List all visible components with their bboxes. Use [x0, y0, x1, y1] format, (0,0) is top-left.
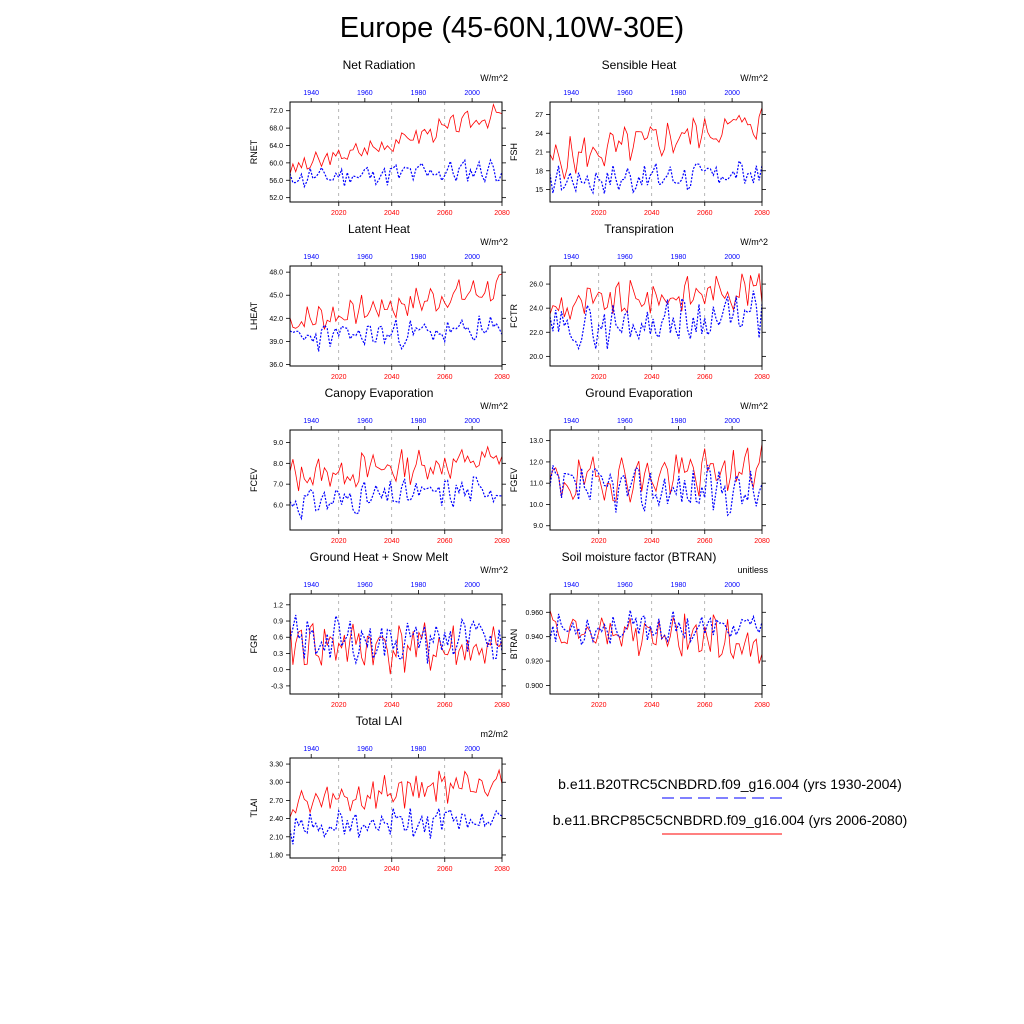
y-tick-label: 18	[535, 168, 543, 176]
panel-units: m2/m2	[480, 729, 508, 739]
panel-plot	[504, 58, 774, 223]
series-line-rcp85	[290, 447, 502, 491]
panel-title: Total LAI	[355, 714, 403, 728]
x-tick-label-bottom: 2080	[754, 374, 770, 381]
x-tick-label-top: 2000	[464, 254, 480, 261]
x-tick-label-top: 1940	[563, 90, 579, 97]
plot-frame	[550, 266, 762, 366]
y-tick-label: 2.10	[269, 834, 283, 842]
x-tick-label-bottom: 2060	[436, 374, 453, 381]
panel-title: Sensible Heat	[601, 58, 677, 72]
panel-plot	[244, 550, 514, 715]
y-tick-label: 9.0	[533, 523, 543, 531]
x-tick-label-bottom: 2080	[754, 210, 770, 217]
plot-frame	[290, 594, 502, 694]
x-tick-label-top: 1940	[303, 582, 319, 589]
y-axis-label: BTRAN	[509, 628, 519, 660]
y-tick-label: 2.70	[269, 797, 283, 805]
y-tick-label: 48.0	[269, 269, 283, 277]
series-line-rcp85	[550, 108, 762, 180]
x-tick-label-top: 2000	[464, 90, 480, 97]
x-tick-label-bottom: 2080	[494, 702, 510, 709]
y-tick-label: -0.3	[270, 683, 283, 691]
x-tick-label-bottom: 2040	[383, 374, 400, 381]
y-tick-label: 56.0	[269, 177, 283, 185]
x-tick-label-bottom: 2060	[436, 702, 453, 709]
x-tick-label-top: 1980	[410, 90, 427, 97]
panel-plot	[504, 550, 774, 715]
x-tick-label-top: 2000	[724, 582, 740, 589]
legend	[540, 776, 920, 846]
panel-plot	[244, 386, 514, 551]
x-tick-label-bottom: 2040	[643, 702, 660, 709]
x-tick-label-top: 2000	[464, 582, 480, 589]
chart-panel-fgr	[244, 550, 514, 710]
x-tick-label-bottom: 2080	[754, 702, 770, 709]
x-tick-label-bottom: 2040	[383, 702, 400, 709]
chart-panel-fgev	[504, 386, 774, 546]
panel-units: W/m^2	[480, 401, 508, 411]
x-tick-label-bottom: 2020	[330, 538, 347, 545]
y-tick-label: 36.0	[269, 361, 283, 369]
legend-line-historical	[540, 793, 920, 805]
y-tick-label: 24.0	[529, 305, 543, 313]
y-tick-label: 7.0	[273, 481, 283, 489]
y-axis-label: FCTR	[509, 304, 519, 328]
x-tick-label-top: 1980	[670, 582, 687, 589]
x-tick-label-top: 1960	[617, 582, 633, 589]
chart-panel-btran	[504, 550, 774, 710]
x-tick-label-top: 1960	[357, 254, 373, 261]
y-tick-label: 9.0	[273, 440, 283, 447]
y-tick-label: 1.80	[269, 852, 283, 860]
x-tick-label-bottom: 2080	[494, 210, 510, 217]
y-tick-label: 27	[535, 112, 543, 119]
x-tick-label-top: 1940	[303, 746, 319, 753]
legend-label-historical: b.e11.B20TRC5CNBDRD.f09_g16.004 (yrs 1930-2004)	[558, 776, 902, 792]
y-tick-label: 21	[535, 149, 543, 157]
y-tick-label: 0.920	[525, 658, 543, 666]
y-tick-label: 0.900	[525, 682, 543, 690]
panel-title: Ground Evaporation	[585, 386, 693, 400]
series-line-historical	[290, 316, 502, 352]
x-tick-label-top: 1940	[563, 582, 579, 589]
x-tick-label-bottom: 2060	[436, 866, 453, 873]
y-tick-label: 60.0	[269, 160, 283, 168]
x-tick-label-bottom: 2020	[590, 702, 607, 709]
panel-title: Ground Heat + Snow Melt	[309, 550, 449, 564]
y-tick-label: 12.0	[529, 459, 543, 467]
x-tick-label-bottom: 2080	[754, 538, 770, 545]
series-line-historical	[550, 610, 762, 644]
panel-plot	[244, 714, 514, 879]
x-tick-label-bottom: 2060	[436, 210, 453, 217]
x-tick-label-top: 2000	[724, 90, 740, 97]
x-tick-label-bottom: 2060	[696, 538, 713, 545]
plot-frame	[290, 102, 502, 202]
x-tick-label-bottom: 2080	[494, 866, 510, 873]
figure-title: Europe (45-60N,10W-30E)	[339, 12, 685, 44]
y-tick-label: 72.0	[269, 108, 283, 116]
y-tick-label: 22.0	[529, 329, 543, 337]
x-tick-label-bottom: 2080	[494, 538, 510, 545]
y-axis-label: FCEV	[249, 467, 259, 493]
x-tick-label-top: 1940	[563, 254, 579, 261]
y-axis-label: LHEAT	[249, 301, 259, 331]
series-line-historical	[290, 477, 502, 518]
y-axis-label: FGEV	[509, 467, 519, 493]
panel-units: W/m^2	[740, 73, 768, 83]
y-tick-label: 13.0	[529, 438, 543, 446]
x-tick-label-bottom: 2040	[383, 210, 400, 217]
panel-plot	[504, 222, 774, 387]
series-line-historical	[290, 160, 502, 187]
series-line-rcp85	[550, 273, 762, 319]
x-tick-label-top: 2000	[724, 418, 740, 425]
x-tick-label-top: 1980	[410, 254, 427, 261]
x-tick-label-top: 1960	[617, 90, 633, 97]
y-tick-label: 45.0	[269, 292, 283, 300]
chart-panel-lheat	[244, 222, 514, 382]
legend-line-rcp85	[540, 829, 920, 841]
y-tick-label: 8.0	[273, 460, 283, 468]
x-tick-label-top: 1960	[357, 582, 373, 589]
y-tick-label: 2.40	[269, 816, 283, 824]
x-tick-label-top: 2000	[464, 418, 480, 425]
panel-units: W/m^2	[480, 565, 508, 575]
x-tick-label-top: 1980	[670, 418, 687, 425]
x-tick-label-top: 1980	[410, 418, 427, 425]
chart-panel-fcev	[244, 386, 514, 546]
y-tick-label: 1.2	[273, 602, 283, 610]
panel-title: Soil moisture factor (BTRAN)	[561, 550, 717, 564]
x-tick-label-bottom: 2020	[330, 210, 347, 217]
y-tick-label: 68.0	[269, 125, 283, 133]
x-tick-label-bottom: 2020	[330, 374, 347, 381]
x-tick-label-bottom: 2020	[590, 538, 607, 545]
x-tick-label-bottom: 2040	[643, 374, 660, 381]
panel-units: W/m^2	[740, 237, 768, 247]
y-tick-label: 6.0	[273, 502, 283, 510]
x-tick-label-bottom: 2040	[383, 866, 400, 873]
panel-units: unitless	[737, 565, 768, 575]
chart-panel-fsh	[504, 58, 774, 218]
panel-plot	[244, 222, 514, 387]
y-axis-label: RNET	[249, 139, 259, 165]
x-tick-label-bottom: 2060	[436, 538, 453, 545]
panel-title: Net Radiation	[342, 58, 416, 72]
x-tick-label-top: 2000	[724, 254, 740, 261]
panel-units: W/m^2	[480, 73, 508, 83]
y-tick-label: 0.6	[273, 634, 283, 642]
y-tick-label: 0.940	[525, 634, 543, 642]
x-tick-label-bottom: 2080	[494, 374, 510, 381]
y-tick-label: 39.0	[269, 338, 283, 346]
y-tick-label: 64.0	[269, 142, 283, 150]
series-line-historical	[290, 808, 502, 844]
series-line-historical	[550, 161, 762, 194]
y-axis-label: TLAI	[249, 798, 259, 818]
y-tick-label: 0.960	[525, 609, 543, 617]
x-tick-label-top: 1960	[617, 254, 633, 261]
panel-title: Canopy Evaporation	[324, 386, 434, 400]
y-tick-label: 24	[535, 130, 543, 138]
x-tick-label-top: 1940	[303, 90, 319, 97]
panel-plot	[504, 386, 774, 551]
x-tick-label-bottom: 2020	[330, 866, 347, 873]
y-tick-label: 3.30	[269, 761, 283, 769]
series-line-rcp85	[550, 610, 762, 663]
y-tick-label: 11.0	[529, 480, 543, 488]
y-tick-label: 0.9	[273, 618, 283, 626]
plot-frame	[290, 758, 502, 858]
x-tick-label-top: 1980	[410, 582, 427, 589]
x-tick-label-bottom: 2060	[696, 374, 713, 381]
series-line-rcp85	[290, 105, 502, 174]
x-tick-label-top: 1980	[670, 90, 687, 97]
chart-panel-fctr	[504, 222, 774, 382]
panel-units: W/m^2	[480, 237, 508, 247]
chart-panel-tlai	[244, 714, 514, 874]
y-tick-label: 20.0	[529, 353, 543, 361]
x-tick-label-top: 1960	[617, 418, 633, 425]
x-tick-label-bottom: 2040	[643, 210, 660, 217]
x-tick-label-bottom: 2020	[590, 210, 607, 217]
x-tick-label-bottom: 2060	[696, 702, 713, 709]
x-tick-label-top: 1940	[303, 418, 319, 425]
x-tick-label-top: 1980	[670, 254, 687, 261]
x-tick-label-bottom: 2040	[383, 538, 400, 545]
x-tick-label-top: 2000	[464, 746, 480, 753]
x-tick-label-bottom: 2020	[330, 702, 347, 709]
chart-panel-rnet	[244, 58, 514, 218]
panel-title: Transpiration	[604, 222, 674, 236]
y-tick-label: 42.0	[269, 315, 283, 323]
panel-title: Latent Heat	[347, 222, 411, 236]
x-tick-label-top: 1960	[357, 90, 373, 97]
panel-units: W/m^2	[740, 401, 768, 411]
legend-label-rcp85: b.e11.BRCP85C5CNBDRD.f09_g16.004 (yrs 2006-2080)	[552, 812, 908, 828]
x-tick-label-top: 1960	[357, 746, 373, 753]
x-tick-label-bottom: 2060	[696, 210, 713, 217]
y-tick-label: 10.0	[529, 501, 543, 509]
x-tick-label-top: 1940	[563, 418, 579, 425]
y-axis-label: FGR	[249, 634, 259, 654]
y-tick-label: 3.00	[269, 779, 283, 787]
panel-plot	[244, 58, 514, 223]
x-tick-label-top: 1940	[303, 254, 319, 261]
series-line-rcp85	[290, 770, 502, 817]
y-tick-label: 0.0	[273, 667, 283, 675]
x-tick-label-bottom: 2040	[643, 538, 660, 545]
y-tick-label: 0.3	[273, 650, 283, 658]
x-tick-label-bottom: 2020	[590, 374, 607, 381]
y-tick-label: 15	[535, 187, 543, 194]
y-tick-label: 52.0	[269, 195, 283, 203]
y-axis-label: FSH	[509, 143, 519, 161]
y-tick-label: 26.0	[529, 281, 543, 289]
x-tick-label-top: 1980	[410, 746, 427, 753]
x-tick-label-top: 1960	[357, 418, 373, 425]
